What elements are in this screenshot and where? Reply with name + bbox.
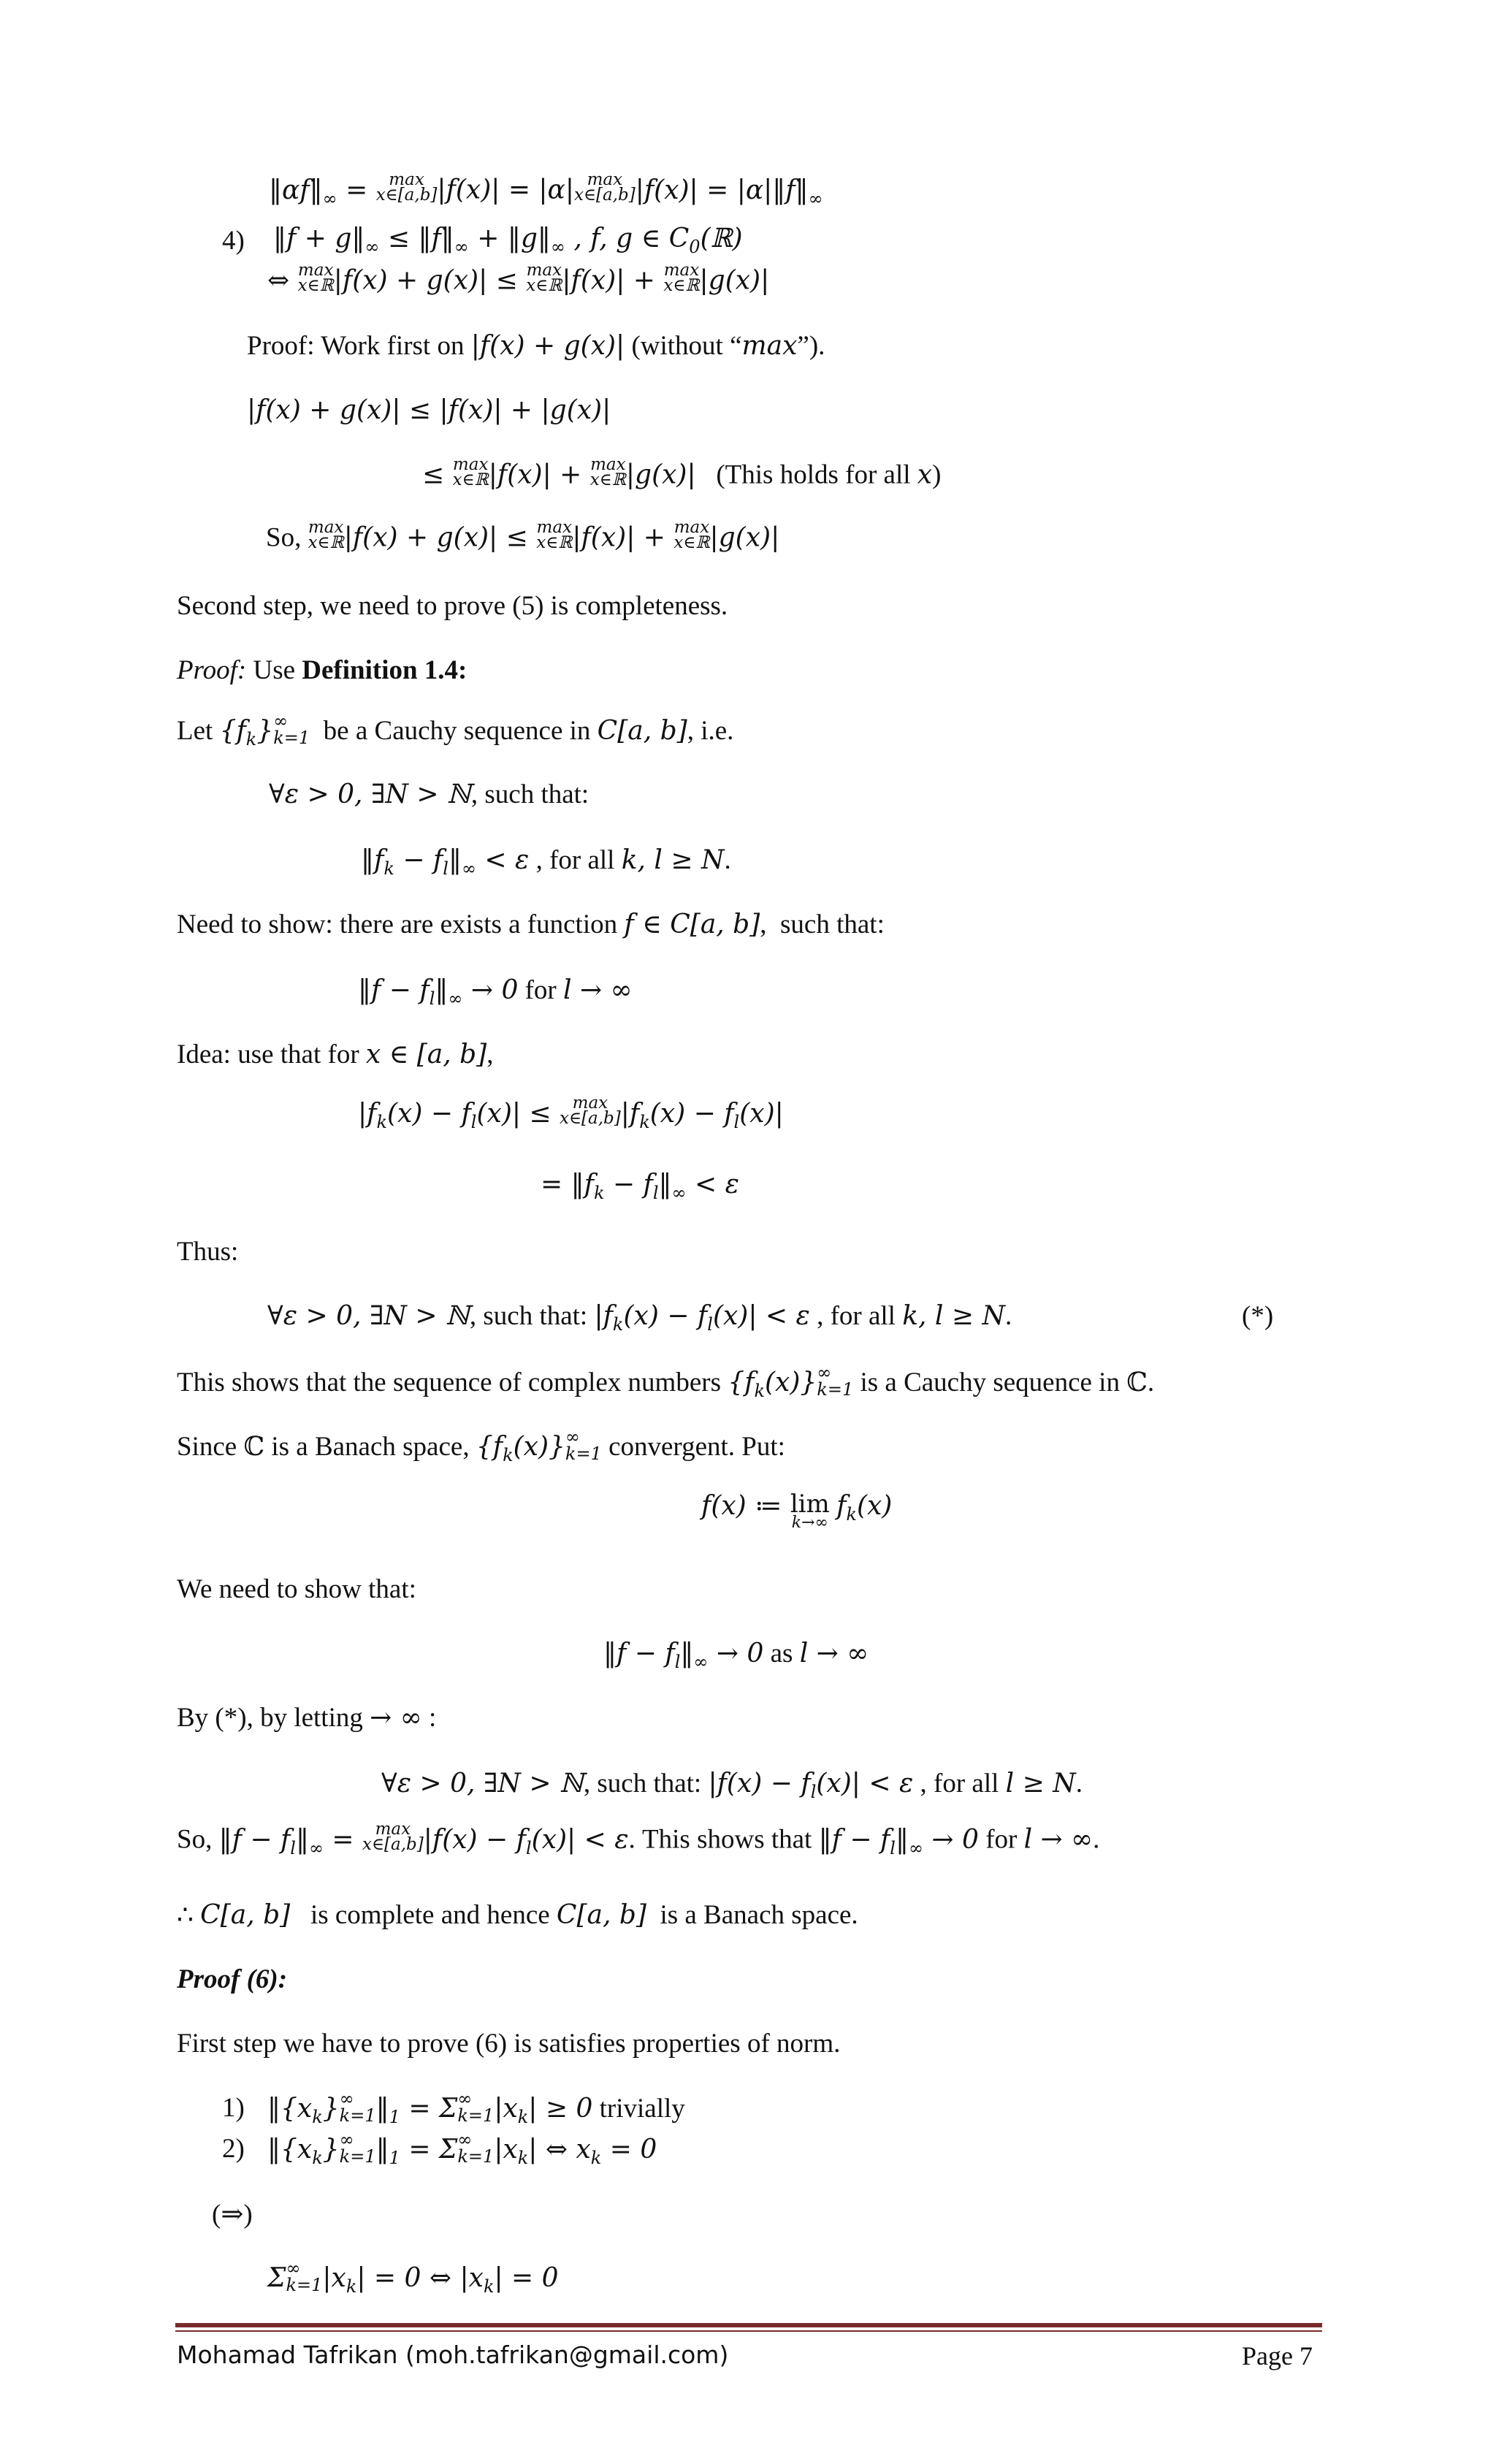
by-star-letting: By (*), by letting → ∞ : xyxy=(177,1703,437,1733)
ineq-max-bound: ≤ max x∈ℝ |f(x)| + max x∈ℝ |g(x)| (This holds for all x) xyxy=(422,455,942,490)
proof-6-heading: Proof (6): xyxy=(177,1964,288,1994)
implies-direction: (⇒) xyxy=(212,2200,253,2230)
forall-epsilon-2: ∀ε > 0, ∃N > ℕ, such that: $|f(x) - f_l(x)| < \varepsilon$ , for all l ≥ N. xyxy=(381,1769,1083,1802)
item-1-number: 1) xyxy=(222,2093,245,2123)
forall-epsilon-1: ∀ε > 0, ∃N > ℕ, such that: xyxy=(269,779,589,809)
thus-text: Thus: xyxy=(177,1237,239,1267)
eq-max-triangle: ⇔ max x∈ℝ |f(x) + g(x)| ≤ max x∈ℝ |f(x)| + max x∈ℝ |g(x)| xyxy=(267,261,770,296)
item-2-zero: $‖\{x_k\}$ ∞ k=1 $‖_1 = \Sigma$ ∞ k=1 $|x_k|$ ⇔ $x_k = 0$ xyxy=(267,2129,657,2168)
first-step-6: First step we have to prove (6) is satisfies properties of norm. xyxy=(177,2029,841,2059)
idea-equality: = $‖f_k$ − $f_l‖_\infty < \varepsilon$ xyxy=(541,1170,739,1203)
need-to-show: Need to show: there are exists a function f ∈ C[a, b], such that: xyxy=(177,909,885,939)
eq-triangle-norm: ‖f + $g‖_\infty$ ≤ $‖f‖_\infty$ + $‖g‖_\infty$ , f, g ∈ $C_0(ℝ)$ xyxy=(273,224,743,257)
eq-alpha-norm: $‖\alpha f‖_\infty$ = max x∈[a,b] |f(x)| = |α| max x∈[a,b] $|f(x)| = |\alpha|‖f‖_\infty$ xyxy=(269,170,823,209)
proof-work-first: Proof: Work first on |f(x) + g(x)| (without “max”). xyxy=(247,331,825,361)
footer-rule-thin xyxy=(175,2330,1322,2332)
idea-text: Idea: use that for x ∈ [a, b], xyxy=(177,1040,494,1069)
ineq-abs-triangle: |f(x) + g(x)| ≤ |f(x)| + |g(x)| xyxy=(247,395,611,425)
footer-page-number: Page 7 xyxy=(1242,2341,1313,2370)
proof-label: Proof: xyxy=(177,655,247,685)
so-norm-conclusion: So, ‖f − $f_l‖_\infty$ = max x∈[a,b] $|f(x) - f_l(x)| < \varepsilon$. This shows that ‖f − $f_l‖_\infty \to 0$ for l → ∞. xyxy=(177,1820,1100,1858)
so-max-inequality: So, max x∈ℝ |f(x) + g(x)| ≤ max x∈ℝ |f(x)| + max x∈ℝ |g(x)| xyxy=(266,518,780,553)
since-banach: Since ℂ is a Banach space, $\{f_k(x)\}$ ∞ k=1 convergent. Put: xyxy=(177,1427,785,1465)
footer-rule-thick xyxy=(175,2323,1322,2327)
footer-author: Mohamad Tafrikan (moh.tafrikan@gmail.com) xyxy=(177,2341,729,2369)
proof-use-definition xyxy=(177,655,467,687)
second-step-text: Second step, we need to prove (5) is completeness. xyxy=(177,591,728,621)
shows-cauchy-in-C: This shows that the sequence of complex numbers $\{f_k(x)\}$ ∞ k=1 is a Cauchy sequence in ℂ. xyxy=(177,1362,1155,1401)
def-f-limit: f(x) ≔ lim k→∞ $f_k(x)$ xyxy=(701,1490,893,1532)
proof-use-word: Use xyxy=(253,655,296,685)
norm-as-limit: ‖f − $f_l‖_\infty \to 0$ as l → ∞ xyxy=(603,1639,869,1672)
item-4-number: 4) xyxy=(222,226,245,256)
let-cauchy-sequence: Let $\{f_k\}$ ∞ k=1 be a Cauchy sequence in C[a, b], i.e. xyxy=(177,711,734,750)
norm-cauchy-condition: $‖f_k$ − $f_l‖_\infty < \varepsilon$ , for all k, l ≥ N. xyxy=(361,845,731,879)
definition-ref: Definition 1.4: xyxy=(302,655,468,685)
therefore-banach: ∴ C[a, b] is complete and hence C[a, b] is a Banach space. xyxy=(177,1900,858,1930)
norm-to-zero: ‖f − $f_l‖_\infty \to 0$ for l → ∞ xyxy=(358,975,633,1009)
we-need-show: We need to show that: xyxy=(177,1574,416,1604)
sum-zero: Σ ∞ k=1 $|x_k| = 0$ ⇔ $|x_k| = 0$ xyxy=(267,2258,559,2297)
item-1-nonneg: $‖\{x_k\}$ ∞ k=1 $‖_1 = \Sigma$ ∞ k=1 $|x_k| \ge 0$ trivially xyxy=(267,2089,685,2127)
item-2-number: 2) xyxy=(222,2134,245,2164)
star-statement: ∀ε > 0, ∃N > ℕ, such that: $|f_k(x) - f_l(x)| < \varepsilon$ , for all k, l ≥ N. xyxy=(267,1301,1012,1335)
star-tag: (*) xyxy=(1242,1301,1274,1331)
idea-inequality: $|f_k(x) - f_l(x)|$ ≤ max x∈[a,b] $|f_k(x) - f_l(x)|$ xyxy=(358,1094,784,1132)
